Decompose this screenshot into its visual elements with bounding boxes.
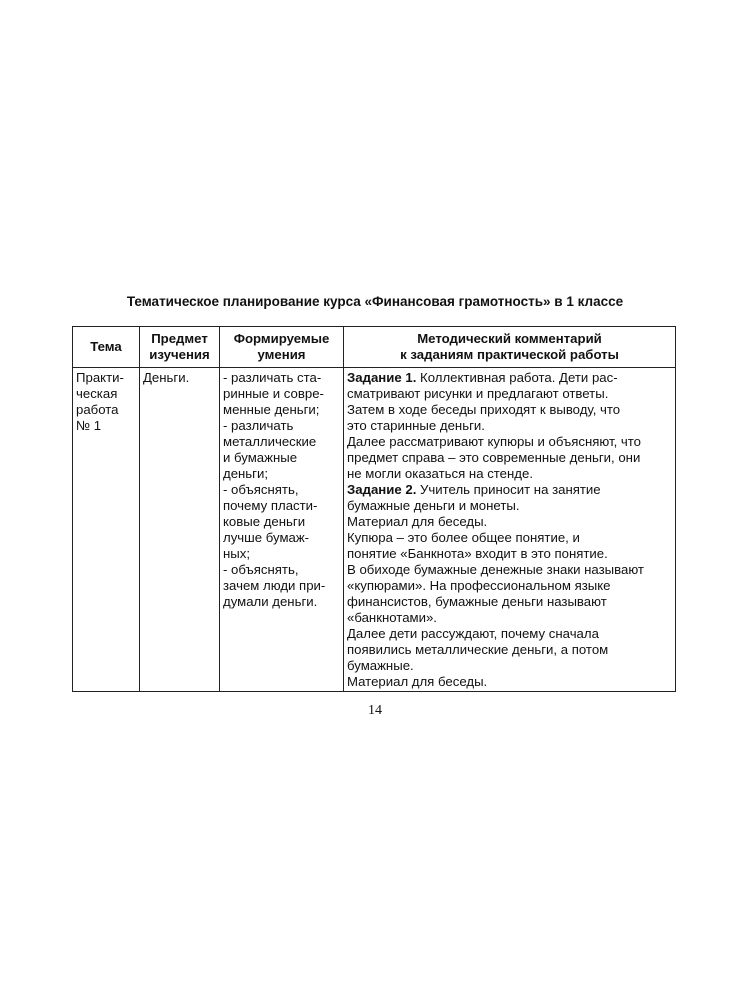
subject-line: Деньги. [143,370,190,385]
comment-text: «банкнотами». [347,610,437,625]
header-subject [140,327,220,368]
comment-text: Затем в ходе беседы приходят к выводу, что [347,402,621,417]
topic-line: № 1 [76,418,102,433]
document-title: Тематическое планирование курса «Финансовая грамотность» в 1 классе [126,294,624,309]
skill-line: деньги; [223,466,269,481]
header-line: к заданиям практической работы [400,347,619,362]
comment-text: Коллективная работа. Дети рас- [416,370,618,385]
skill-line: ринные и совре- [223,386,324,401]
task-label: Задание 2. [347,482,417,497]
skill-line: почему пласти- [223,498,318,513]
comment-text: появились металлические деньги, а потом [347,642,609,657]
comment-line [347,626,672,642]
skill-line: ковые деньги [223,514,306,529]
comment-line [347,434,672,450]
comment-text: «купюрами». На профессиональном языке [347,578,611,593]
table-header-row [73,327,676,368]
skill-line: менные деньги; [223,402,320,417]
comment-line [347,546,672,562]
header-comment [344,327,676,368]
comment-text: Купюра – это более общее понятие, и [347,530,580,545]
header-line: Методический комментарий [417,331,602,346]
skill-line: - объяснять, [223,562,299,577]
page-number: 14 [368,703,382,718]
comment-text: бумажные деньги и монеты. [347,498,520,513]
comment-line [347,578,672,594]
comment-line [347,466,672,482]
comment-line [347,418,672,434]
comment-text: Далее рассматривают купюры и объясняют, что [347,434,641,449]
header-line: Формируемые [233,331,330,346]
comment-text: предмет справа – это современные деньги, они [347,450,641,465]
comment-line [347,530,672,546]
comment-text: финансистов, бумажные деньги называют [347,594,607,609]
skill-line: ных; [223,546,251,561]
header-line: изучения [149,347,210,362]
skill-line: - объяснять, [223,482,299,497]
skill-line: зачем люди при- [223,578,326,593]
comment-text: Далее дети рассуждают, почему сначала [347,626,599,641]
comment-line [347,370,672,386]
skill-line: лучше бумаж- [223,530,310,545]
header-skills [220,327,344,368]
header-line: Предмет [151,331,208,346]
comment-line [347,658,672,674]
skill-line: думали деньги. [223,594,318,609]
comment-line [347,482,672,498]
comment-line [347,386,672,402]
comment-text: бумажные. [347,658,414,673]
skill-line: - различать ста- [223,370,322,385]
comment-text: не могли оказаться на стенде. [347,466,533,481]
comment-line [347,498,672,514]
skill-line: металлические [223,434,317,449]
planning-table [72,326,676,692]
header-topic [73,327,140,368]
comment-line [347,674,672,690]
comment-text: понятие «Банкнота» входит в это понятие. [347,546,608,561]
skill-line: и бумажные [223,450,298,465]
comment-line [347,402,672,418]
task-label: Задание 1. [347,370,417,385]
comment-line [347,594,672,610]
comment-text: сматривают рисунки и предлагают ответы. [347,386,609,401]
comment-line [347,562,672,578]
comment-line [347,450,672,466]
comment-line [347,642,672,658]
cell-topic [73,368,140,692]
cell-subject [140,368,220,692]
comment-text: В обиходе бумажные денежные знаки называют [347,562,644,577]
header-line: умения [257,347,306,362]
skill-line: - различать [223,418,294,433]
topic-line: ческая [76,386,118,401]
comment-text: Материал для беседы. [347,514,488,529]
comment-text: Учитель приносит на занятие [416,482,601,497]
table-row [73,368,676,692]
header-line: Тема [90,339,122,354]
cell-comment [344,368,676,692]
cell-skills [220,368,344,692]
topic-line: Практи- [76,370,124,385]
comment-text: это старинные деньги. [347,418,485,433]
comment-text: Материал для беседы. [347,674,488,689]
topic-line: работа [76,402,119,417]
comment-line [347,610,672,626]
comment-line [347,514,672,530]
